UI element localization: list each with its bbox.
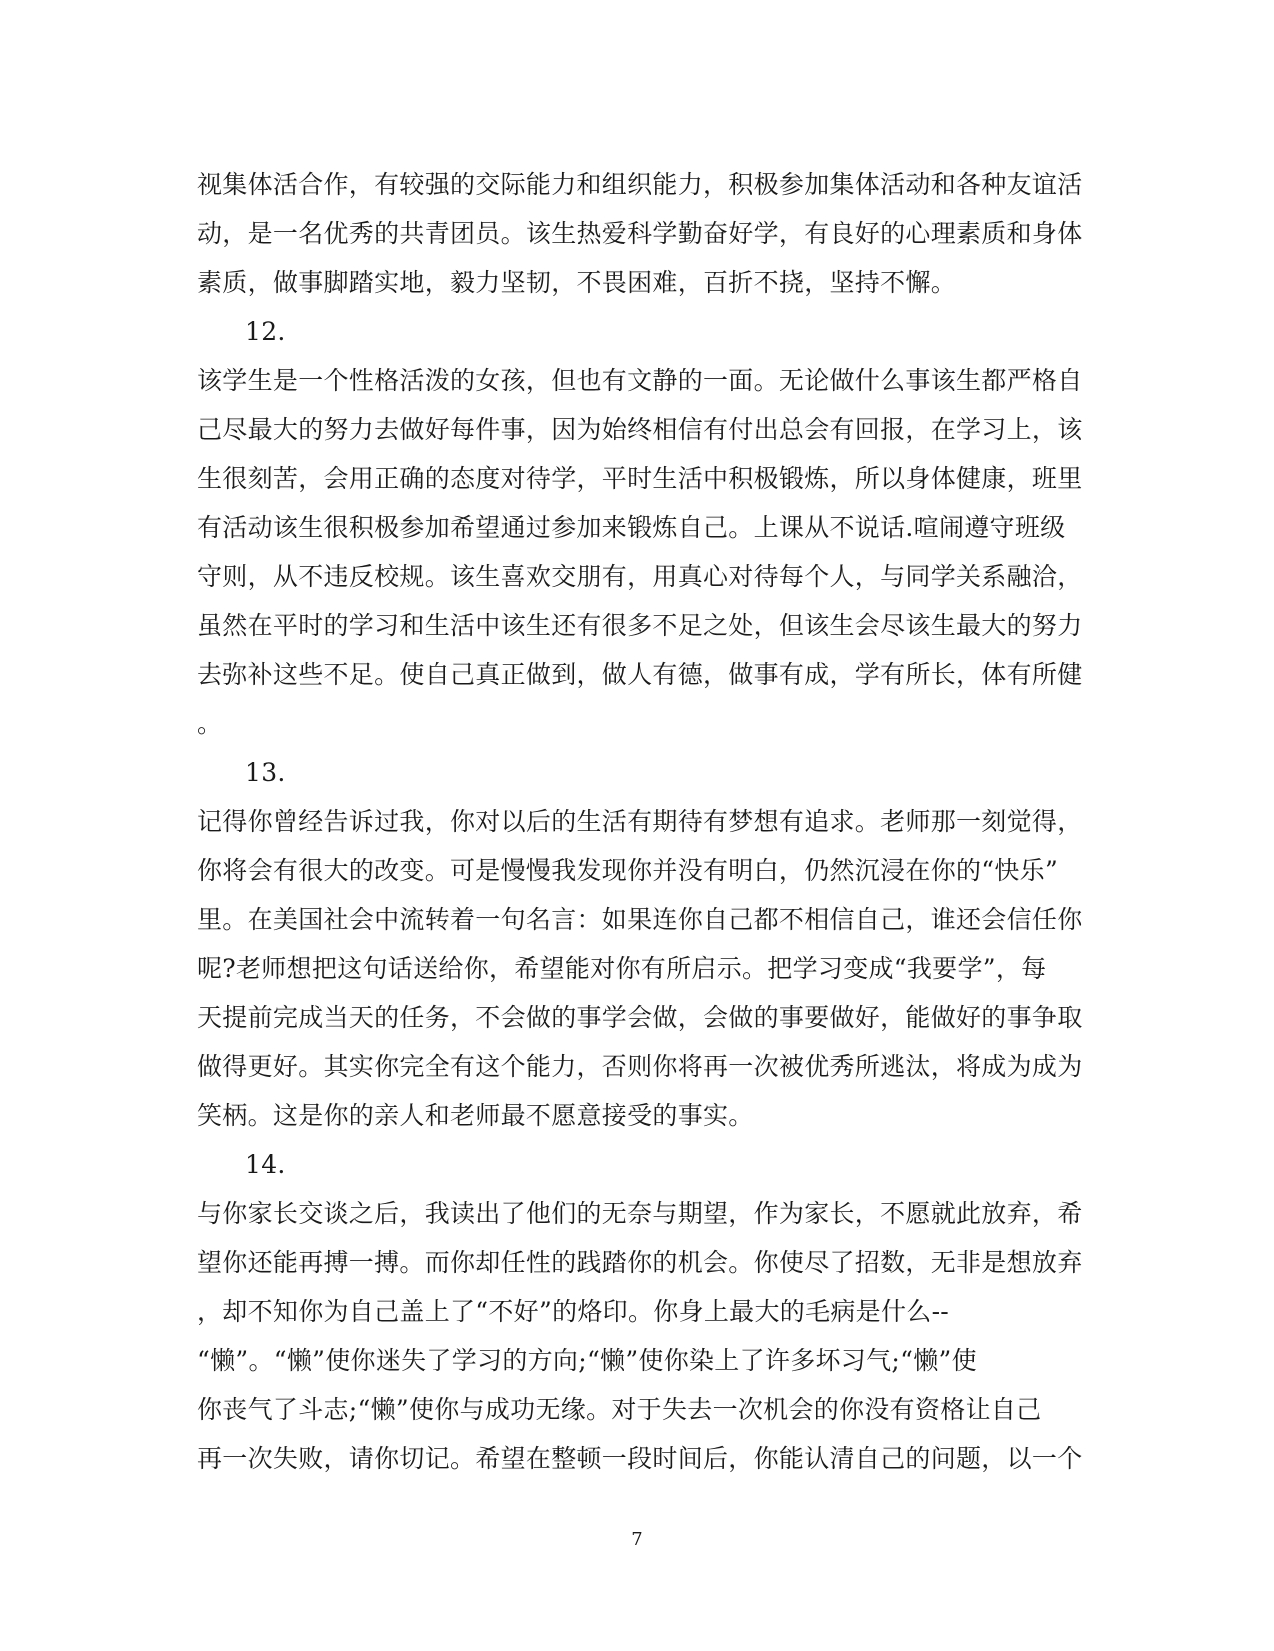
item-number: 12. (245, 317, 286, 346)
text-line: 去弥补这些不足。使自己真正做到，做人有德，做事有成，学有所长，体有所健 (197, 660, 1083, 689)
text-line: 呢?老师想把这句话送给你，希望能对你有所启示。把学习变成“我要学”，每 (197, 954, 1047, 983)
text-line: 素质，做事脚踏实地，毅力坚韧，不畏困难，百折不挠，坚持不懈。 (197, 268, 957, 297)
text-line: 里。在美国社会中流转着一句名言：如果连你自己都不相信自己，谁还会信任你 (197, 905, 1083, 934)
text-line: 己尽最大的努力去做好每件事，因为始终相信有付出总会有回报，在学习上，该 (197, 415, 1083, 444)
text-line: 有活动该生很积极参加希望通过参加来锻炼自己。上课从不说话.喧闹遵守班级 (197, 513, 1066, 542)
text-line: 再一次失败，请你切记。希望在整顿一段时间后，你能认清自己的问题，以一个 (197, 1444, 1083, 1473)
text-line: 视集体活合作，有较强的交际能力和组织能力，积极参加集体活动和各种友谊活 (197, 170, 1083, 199)
text-line: 天提前完成当天的任务，不会做的事学会做，会做的事要做好，能做好的事争取 (197, 1003, 1083, 1032)
text-line: ，却不知你为自己盖上了“不好”的烙印。你身上最大的毛病是什么-- (197, 1297, 950, 1326)
text-line: “懒”。“懒”使你迷失了学习的方向;“懒”使你染上了许多坏习气;“懒”使 (197, 1346, 977, 1375)
text-line: 守则，从不违反校规。该生喜欢交朋有，用真心对待每个人，与同学关系融洽， (197, 562, 1083, 591)
text-line: 记得你曾经告诉过我，你对以后的生活有期待有梦想有追求。老师那一刻觉得， (197, 807, 1083, 836)
item-number: 14. (245, 1150, 286, 1179)
text-line: 望你还能再搏一搏。而你却任性的践踏你的机会。你使尽了招数，无非是想放弃 (197, 1248, 1083, 1277)
body-text (197, 160, 1083, 1483)
text-line: 生很刻苦，会用正确的态度对待学，平时生活中积极锻炼，所以身体健康，班里 (197, 464, 1083, 493)
text-line: 。 (197, 709, 223, 738)
text-line: 动，是一名优秀的共青团员。该生热爱科学勤奋好学，有良好的心理素质和身体 (197, 219, 1083, 248)
text-line: 做得更好。其实你完全有这个能力，否则你将再一次被优秀所逃汰，将成为成为 (197, 1052, 1083, 1081)
text-line: 该学生是一个性格活泼的女孩，但也有文静的一面。无论做什么事该生都严格自 (197, 366, 1083, 395)
text-line: 与你家长交谈之后，我读出了他们的无奈与期望，作为家长，不愿就此放弃，希 (197, 1199, 1083, 1228)
text-line: 虽然在平时的学习和生活中该生还有很多不足之处，但该生会尽该生最大的努力 (197, 611, 1083, 640)
text-line: 笑柄。这是你的亲人和老师最不愿意接受的事实。 (197, 1101, 754, 1130)
item-number: 13. (245, 758, 286, 787)
page-number: 7 (631, 1529, 643, 1550)
text-line: 你将会有很大的改变。可是慢慢我发现你并没有明白，仍然沉浸在你的“快乐” (197, 856, 1059, 885)
text-line: 你丧气了斗志;“懒”使你与成功无缘。对于失去一次机会的你没有资格让自己 (197, 1395, 1042, 1424)
